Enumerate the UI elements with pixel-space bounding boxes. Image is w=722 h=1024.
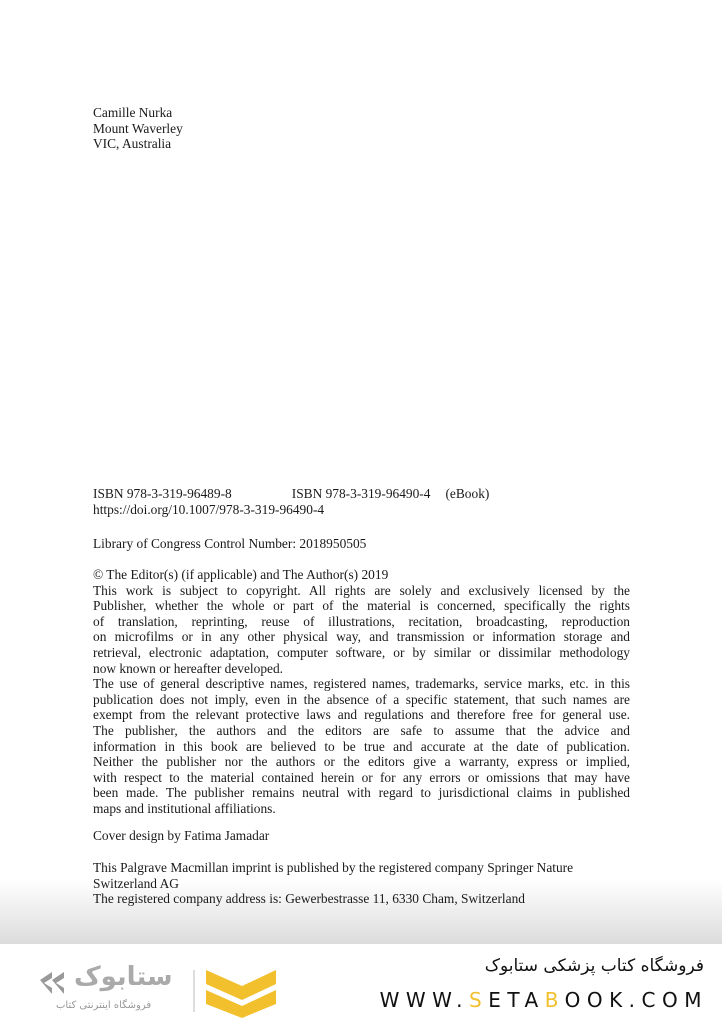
para-line: publication does not imply, even in the absence of a specific statement, that such names are <box>93 691 630 707</box>
para-line: Publisher, whether the whole or part of the material is concerned, specifically the rights <box>93 598 630 614</box>
address-line: Camille Nurka <box>93 105 173 120</box>
para-line: This work is subject to copyright. All rights are solely and exclusively licensed by the <box>93 582 630 598</box>
store-url[interactable]: WWW.SETABOOK.COM <box>379 988 708 1012</box>
store-banner <box>0 944 722 1024</box>
imprint-line: The registered company address is: Gewerbestrasse 11, 6330 Cham, Switzerland <box>93 891 525 907</box>
para-line: exempt from the relevant protective laws and regulations and therefore free for general use. <box>93 707 630 723</box>
logo-text: ستابوک <box>74 962 173 992</box>
para-line: now known or hereafter developed. <box>93 660 283 676</box>
imprint-line: This Palgrave Macmillan imprint is published by the registered company Springer Nature <box>93 860 574 875</box>
para-line: The use of general descriptive names, registered names, trademarks, service marks, etc. in this <box>93 676 630 692</box>
store-title: فروشگاه کتاب پزشکی ستابوک <box>484 956 704 976</box>
para-line: with respect to the material contained herein or for any errors or omissions that may have <box>93 769 630 785</box>
author-address <box>93 105 630 152</box>
cover-credit: Cover design by Fatima Jamadar <box>93 828 270 843</box>
isbn-block <box>93 486 630 517</box>
para-line: maps and institutional affiliations. <box>93 800 276 816</box>
copyright-line: © The Editor(s) (if applicable) and The Author(s) 2019 <box>93 567 389 582</box>
ebook-label: (eBook) <box>445 486 490 501</box>
lccn: Library of Congress Control Number: 2018950505 <box>93 536 367 551</box>
isbn-ebook: ISBN 978-3-319-96490-4 <box>291 486 431 501</box>
isbn-print: ISBN 978-3-319-96489-8 <box>93 486 232 501</box>
para-line: been made. The publisher remains neutral with regard to jurisdictional claims in published <box>93 785 630 801</box>
para-line: The publisher, the authors and the editors are safe to assume that the advice and <box>93 722 630 738</box>
doi-link[interactable]: https://doi.org/10.1007/978-3-319-96490-4 <box>93 501 325 517</box>
imprint-line: Switzerland AG <box>93 875 179 891</box>
imprint-block <box>93 860 630 907</box>
para-line: information in this book are believed to be true and accurate at the date of publication. <box>93 738 630 754</box>
address-line: Mount Waverley <box>93 120 183 136</box>
logo-subtitle: فروشگاه اینترنتی کتاب <box>56 1000 152 1011</box>
address-line: VIC, Australia <box>93 136 172 152</box>
para-line: retrieval, electronic adaptation, computer software, or by similar or dissimilar methodology <box>93 644 630 660</box>
para-line: Neither the publisher nor the authors or the editors give a warranty, express or implied, <box>93 754 630 770</box>
copyright-block <box>93 567 630 817</box>
para-line: on microfilms or in any other physical way, and transmission or information storage and <box>93 629 630 645</box>
setabook-logo <box>36 962 281 1018</box>
para-line: of translation, reprinting, reuse of illustrations, recitation, broadcasting, reproduction <box>93 613 630 629</box>
